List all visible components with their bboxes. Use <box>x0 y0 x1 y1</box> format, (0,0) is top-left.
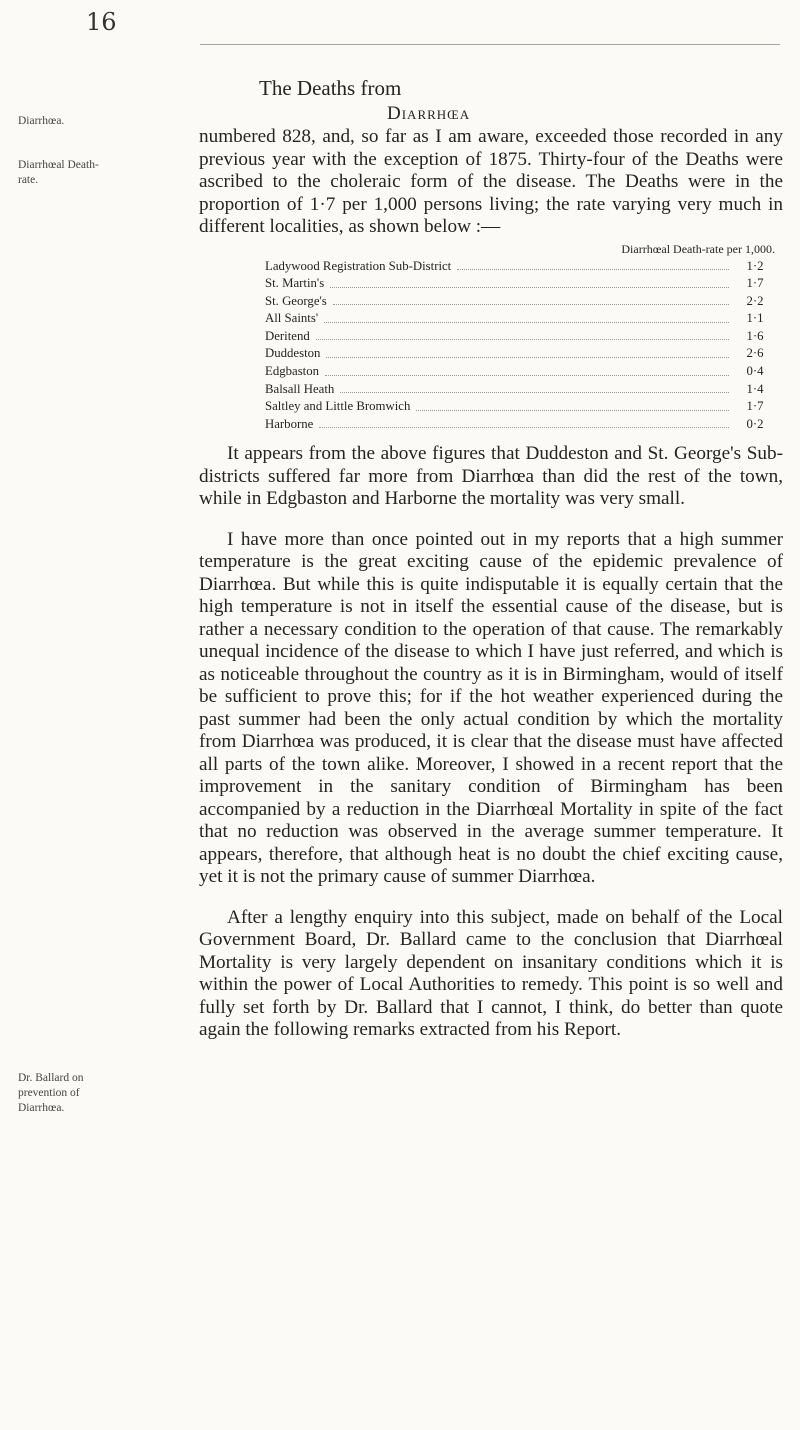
paragraph-temperature: I have more than once pointed out in my reports that a high summer temperature is the great exciting cause of the epidemic prevalence of Diarrhœa. But while this is quite indisputable it is equally certain that the high temperature is not in itself the essential cause of the disease, but is rather a necessary condition to the operation of that cause. The remarkably unequal incidence of the disease to which I have just referred, and which is as noticeable throughout the country as it is in Birmingham, would of itself be sufficient to prove this; for if the hot weather experienced during the past summer had been the only actual condition by which the mortality from Diarrhœa was produced, it is clear that the disease must have affected all parts of the town alike. Moreover, I showed in a recent report that the improvement in the sanitary condition of Birmingham has been accompanied by a reduction in the Diarrhœal Mortality in spite of the fact that no reduction was observed in the average summer temperature. It appears, therefore, that although heat is no doubt the chief exciting cause, yet it is not the primary cause of summer Diarrhœa. <box>199 528 783 888</box>
leader-dots <box>319 416 729 429</box>
paragraph-ballard: After a lengthy enquiry into this subject, made on behalf of the Local Government Board, Dr. Ballard came to the conclusion that Diarrhœal Mortality is very largely dependent on insanitary conditions which it is within the power of Local Authorities to remedy. This point is so well and fully set forth by Dr. Ballard that I cannot, I think, do better than quote again the following remarks extracted from his Report. <box>199 906 783 1041</box>
death-rate-value: 0·4 <box>746 364 764 379</box>
district-name: All Saints' <box>265 311 319 326</box>
district-name: Harborne <box>265 416 314 431</box>
margin-note-diarrhoea: Diarrhœa. <box>18 115 65 127</box>
paragraph-intro: numbered 828, and, so far as I am aware, exceeded those recorded in any previous year with the exception of 1875. Thirty-four of the Deaths were ascribed to the choleraic form of the disease. The Deaths were in the proportion of 1·7 per 1,000 persons living; the rate varying very much in different localities, as shown below :— <box>199 126 783 237</box>
leader-dots <box>316 328 729 341</box>
death-rate-value: 2·2 <box>746 293 764 308</box>
leader-dots <box>457 258 729 271</box>
leader-dots <box>324 310 729 323</box>
death-rate-value: 1·1 <box>746 311 764 326</box>
table-header: Diarrhœal Death-rate per 1,000. <box>621 241 775 256</box>
table-row <box>265 258 775 276</box>
district-name: Saltley and Little Bromwich <box>265 399 411 414</box>
death-rate-value: 1·7 <box>746 399 764 414</box>
district-name: Ladywood Registration Sub-District <box>265 258 452 273</box>
section-heading: The Deaths from <box>259 76 402 100</box>
district-name: Edgbaston <box>265 364 320 379</box>
district-name: St. Martin's <box>265 276 325 291</box>
leader-dots <box>330 275 729 288</box>
death-rate-table <box>265 243 775 434</box>
table-row <box>265 275 775 293</box>
table-row <box>265 328 775 346</box>
leader-dots <box>326 345 729 358</box>
death-rate-value: 1·2 <box>746 258 764 273</box>
district-name: Balsall Heath <box>265 381 335 396</box>
section-subheading: Diarrhœa <box>387 103 471 124</box>
death-rate-value: 2·6 <box>746 346 764 361</box>
leader-dots <box>340 381 729 394</box>
death-rate-value: 0·2 <box>746 416 764 431</box>
table-row <box>265 381 775 399</box>
table-row <box>265 398 775 416</box>
district-name: Deritend <box>265 328 310 343</box>
death-rate-value: 1·6 <box>746 328 764 343</box>
death-rate-value: 1·4 <box>746 381 764 396</box>
paragraph-figures: It appears from the above figures that Duddeston and St. George's Sub-districts suffered far more from Diarrhœa than did the rest of the town, while in Edgbaston and Harborne the mortality was very small. <box>199 443 783 510</box>
leader-dots <box>333 293 729 306</box>
page-body <box>199 75 783 1042</box>
table-row <box>265 345 775 363</box>
header-rule <box>200 44 780 45</box>
margin-note-death-rate: Diarrhœal Death-rate. <box>18 159 99 186</box>
table-body <box>265 258 775 434</box>
page-number: 16 <box>86 8 117 36</box>
death-rate-value: 1·7 <box>746 276 764 291</box>
leader-dots <box>416 398 729 411</box>
table-row <box>265 363 775 381</box>
margin-note-dr-ballard: Dr. Ballard on prevention of Diarrhœa. <box>18 1072 84 1114</box>
district-name: Duddeston <box>265 346 321 361</box>
district-name: St. George's <box>265 293 327 308</box>
table-row <box>265 293 775 311</box>
table-row <box>265 310 775 328</box>
table-row <box>265 416 775 434</box>
leader-dots <box>325 363 729 376</box>
